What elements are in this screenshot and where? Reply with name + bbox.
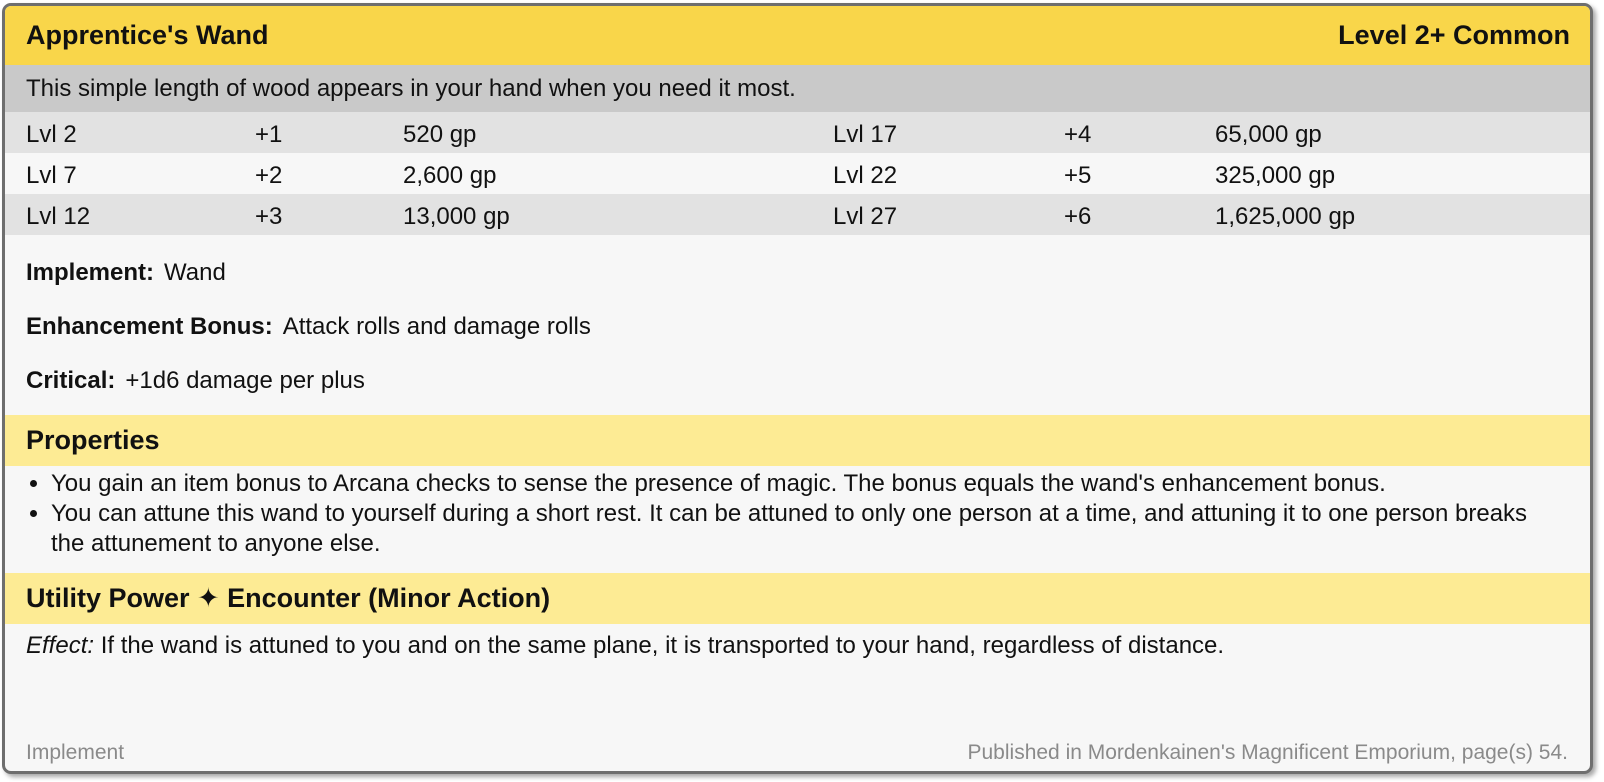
level-cell: Lvl 27 [833, 203, 898, 230]
bonus-cell: +3 [255, 203, 283, 230]
cost-cell: 65,000 gp [1215, 121, 1322, 148]
implement-label: Implement: [26, 259, 155, 286]
level-row [5, 112, 1590, 153]
item-name: Apprentice's Wand [26, 20, 269, 50]
bonus-cell: +2 [255, 162, 283, 189]
enhancement-stat [26, 313, 1590, 367]
cost-cell: 1,625,000 gp [1215, 203, 1356, 230]
level-cell: Lvl 22 [833, 162, 898, 189]
item-level-rarity: Level 2+ Common [1338, 20, 1570, 50]
item-header [5, 6, 1590, 65]
bonus-cell: +1 [255, 121, 283, 148]
card-footer [5, 741, 1590, 765]
level-cell: Lvl 7 [26, 162, 77, 189]
enhancement-value: Attack rolls and damage rolls [282, 313, 591, 340]
item-card [2, 3, 1593, 774]
critical-value: +1d6 damage per plus [125, 367, 365, 394]
level-row [5, 153, 1590, 194]
critical-label: Critical: [26, 367, 116, 394]
critical-stat [26, 367, 1590, 421]
enhancement-label: Enhancement Bonus: [26, 313, 273, 340]
item-stats [5, 235, 1590, 415]
level-cell: Lvl 2 [26, 121, 77, 148]
cost-cell: 2,600 gp [403, 162, 497, 189]
bonus-cell: +5 [1064, 162, 1092, 189]
level-cell: Lvl 17 [833, 121, 898, 148]
bonus-cell: +4 [1064, 121, 1092, 148]
properties-heading: Properties [5, 415, 1590, 466]
power-heading: Utility Power ✦ Encounter (Minor Action) [5, 573, 1590, 624]
bonus-cell: +6 [1064, 203, 1092, 230]
source-citation: Published in Mordenkainen's Magnificent Emporium, page(s) 54. [967, 741, 1568, 764]
property-item: • You can attune this wand to yourself during a short rest. It can be attuned to only one person at a time, and attuning it to one person breaks the attunement to anyone else. [51, 499, 1550, 559]
implement-value: Wand [164, 259, 226, 286]
level-cell: Lvl 12 [26, 203, 91, 230]
effect-label: Effect: [26, 632, 95, 659]
item-flavor: This simple length of wood appears in your hand when you need it most. [5, 65, 1590, 112]
power-effect [5, 624, 1590, 668]
effect-text: If the wand is attuned to you and on the same plane, it is transported to your hand, regardless of distance. [100, 632, 1225, 659]
property-item: • You gain an item bonus to Arcana checks to sense the presence of magic. The bonus equals the wand's enhancement bonus. [51, 469, 1550, 499]
cost-cell: 520 gp [403, 121, 477, 148]
cost-cell: 13,000 gp [403, 203, 510, 230]
cost-cell: 325,000 gp [1215, 162, 1336, 189]
implement-stat [26, 259, 1590, 313]
level-row [5, 194, 1590, 235]
item-category: Implement [26, 741, 125, 764]
properties-list [5, 466, 1590, 573]
